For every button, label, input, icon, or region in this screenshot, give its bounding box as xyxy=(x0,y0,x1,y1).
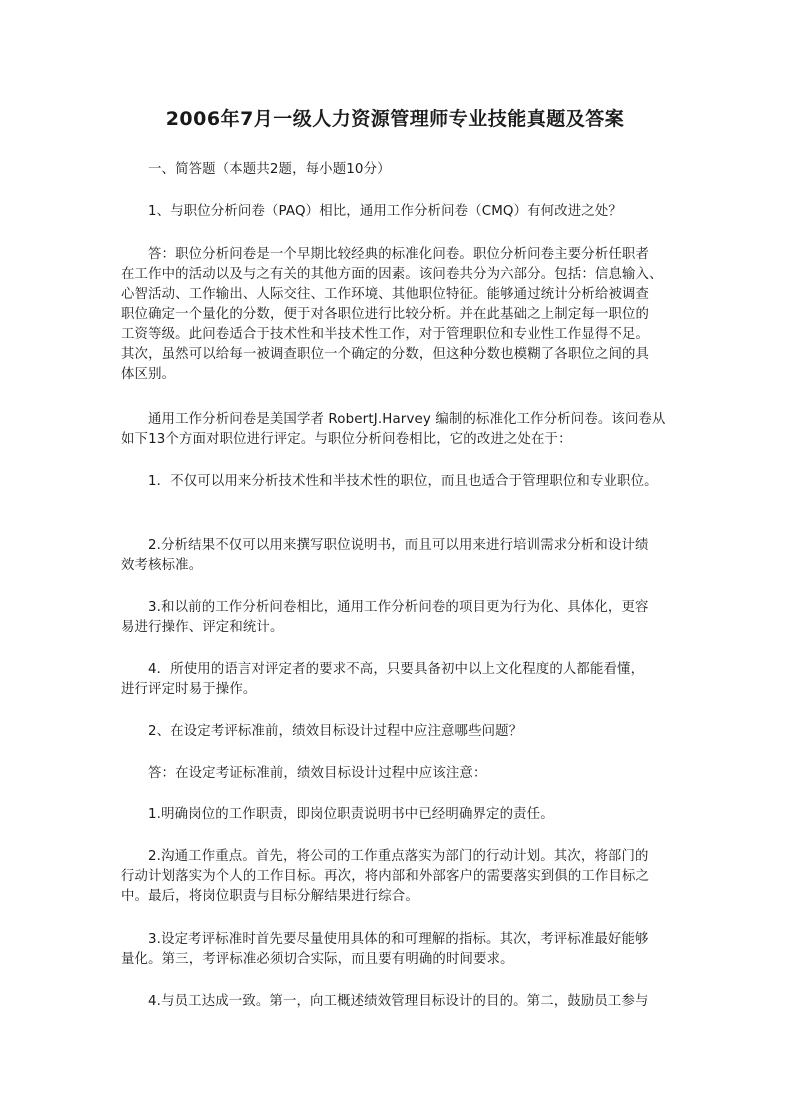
answer-2-point-3: 3.设定考评标准时首先要尽量使用具体的和可理解的指标。其次，考评标准最好能够 量化。第三，考评标准必须切合实际，而且要有明确的时间要求。 xyxy=(121,932,649,967)
answer-2-intro: 答：在设定考证标准前，绩效目标设计过程中应该注意： xyxy=(148,766,487,781)
answer-1-cmq-paragraph: 通用工作分析问卷是美国学者 RobertJ.Harvey 编制的标准化工作分析问卷。该问卷从 如下13个方面对职位进行评定。与职位分析问卷相比，它的改进之处在于： xyxy=(121,412,666,447)
question-1: 1、与职位分析问卷（PAQ）相比，通用工作分析问卷（CMQ）有何改进之处？ xyxy=(148,204,622,219)
answer-1-point-2: 2.分析结果不仅可以用来撰写职位说明书，而且可以用来进行培训需求分析和设计绩 效考核标准。 xyxy=(121,538,649,573)
answer-2-point-1: 1.明确岗位的工作职责，即岗位职责说明书中已经明确界定的责任。 xyxy=(148,807,554,822)
answer-1-intro: 答：职位分析问卷是一个早期比较经典的标准化问卷。职位分析问卷主要分析任职者 在工作中的活动以及与之有关的其他方面的因素。该问卷共分为六部分。包括：信息输入、 心智活动、工作输出、人际交往、工作环境、其他职位特征。能够通过统计分析给被调查 职位确定一个量化的分数，便于对各职位进行比较分析。并在此基础之上制定每一职位的 工资等级。此问卷适合于技术性和半技术性工作，对于管理职位和专业性工作显得不足。 其次，虽然可以给每一被调查职位一个确定的分数，但这种分数也模糊了各职位之间的具 体区别。 xyxy=(121,247,663,382)
answer-1-point-1: 1．不仅可以用来分析技术性和半技术性的职位，而且也适合于管理职位和专业职位。 xyxy=(148,474,658,489)
section-heading: 一、简答题（本题共2题，每小题10分） xyxy=(148,162,391,177)
answer-2-point-2: 2.沟通工作重点。首先，将公司的工作重点落实为部门的行动计划。其次，将部门的 行动计划落实为个人的工作目标。再次，将内部和外部客户的需要落实到俱的工作目标之 中。最后，将岗位职责与目标分解结果进行综合。 xyxy=(121,849,650,904)
answer-1-point-4: 4．所使用的语言对评定者的要求不高，只要具备初中以上文化程度的人都能看懂， 进行评定时易于操作。 xyxy=(121,662,645,697)
answer-1-point-3: 3.和以前的工作分析问卷相比，通用工作分析问卷的项目更为行为化、具体化，更容 易进行操作、评定和统计。 xyxy=(121,600,649,635)
document-title: 2006年7月一级人力资源管理师专业技能真题及答案 xyxy=(165,108,625,130)
question-2: 2、在设定考评标准前，绩效目标设计过程中应注意哪些问题？ xyxy=(148,724,523,739)
answer-2-point-4: 4.与员工达成一致。第一，向工概述绩效管理目标设计的目的。第二，鼓励员工参与 xyxy=(148,994,649,1009)
